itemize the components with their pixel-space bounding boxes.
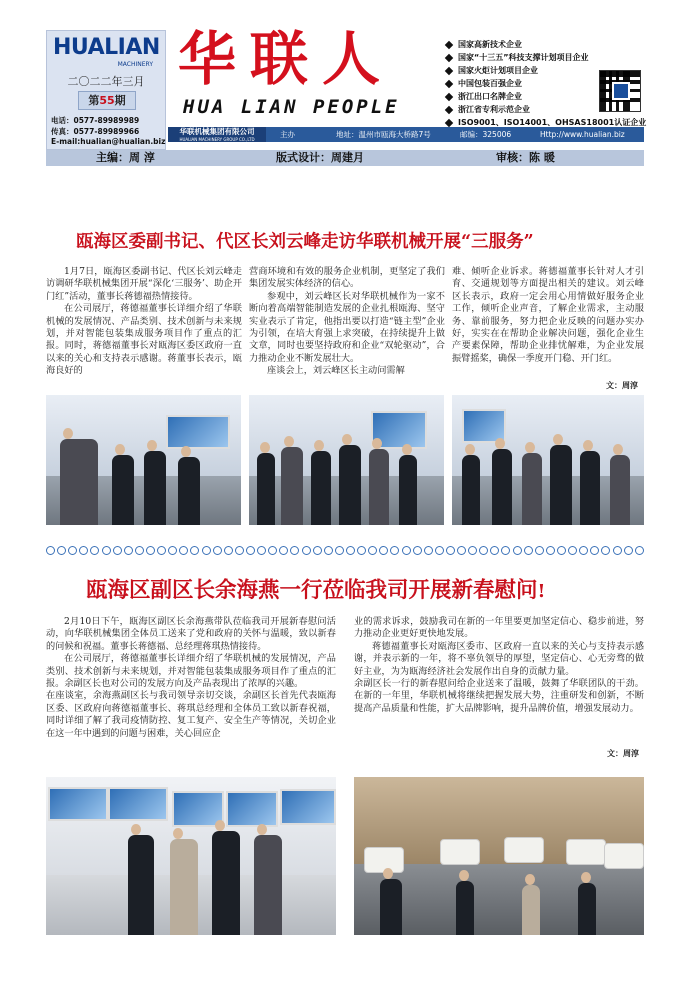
article2-photo-2 bbox=[354, 777, 644, 935]
credential-item: 浙江省专利示范企业 bbox=[446, 103, 646, 116]
company-name: 华联机械集团有限公司 bbox=[179, 127, 255, 136]
paragraph: 余副区长一行的新春慰问给企业送来了温暖，鼓舞了华联团队的干劲。在新的一年里，华联机械将继续把握发展大势，注重研发和创新，不断提高产品质量和性能，扩大品牌影响，提升品牌价值，增强发展动力。 bbox=[354, 678, 644, 714]
ring-divider-icon bbox=[46, 544, 644, 556]
publication-date: 二〇二二年三月 bbox=[67, 75, 145, 88]
diamond-bullet-icon bbox=[445, 66, 453, 74]
paragraph: 蒋德福董事长对瓯海区委市、区政府一直以来的关心与支持表示感谢，并表示新的一年，将不辜负领导的厚望，坚定信心、心无旁骛的做好主业，为为瓯海经济社会发展作出自身的贡献力量。 bbox=[354, 640, 644, 677]
contact-fax: 传真：0577-89989966 bbox=[51, 127, 140, 136]
paragraph: 在公司展厅，蒋德福董事长详细介绍了华联机械的发展情况、产品类别、技术创新与未来规划，并对智能包装集成服务项目作了重点的汇报。同时，蒋德福董事长对瓯海区委区政府一直以来的关心和支持表示感谢。蒋董事长表示，瓯海良好的 bbox=[46, 303, 242, 377]
paragraph: 座谈会上，刘云峰区长主动问需解 bbox=[267, 365, 405, 377]
paragraph: 2月10日下午，瓯海区副区长余海燕带队莅临我司开展新春慰问活动，向华联机械集团全体员工送来了党和政府的关怀与温暖，致以新春的问候和祝福。董事长蒋德福、总经理蒋琪热情接待。 bbox=[46, 616, 336, 652]
qr-code-center bbox=[612, 82, 630, 100]
credential-item: 国家火炬计划项目企业 bbox=[446, 64, 646, 77]
paragraph: 在座谈室，余海燕副区长与我司领导亲切交谈，余副区长首先代表瓯海区委、区政府向蒋德福董事长、蒋琪总经理和全体员工致以新春祝福，同时详细了解了我司疫情防控、复工复产、安全生产等情况，关切企业在这一年中遇到的问题与困难，关心回应企 bbox=[46, 690, 336, 739]
article2-column-2 bbox=[354, 616, 644, 742]
host-label: 主办 bbox=[280, 130, 295, 139]
article1-column-1 bbox=[46, 266, 242, 390]
credential-item: 国家“十三五”科技支撑计划项目企业 bbox=[446, 51, 646, 64]
article1-photo-2 bbox=[249, 395, 444, 525]
paragraph: 在公司展厅，蒋德福董事长详细介绍了华联机械的发展情况，产品类别、技术创新与未来规划，并对智能包装集成服务项目作了重点的汇报。余副区长也对公司的发展方向及产品表现出了浓厚的兴趣。 bbox=[46, 653, 336, 690]
credential-item: 国家高新技术企业 bbox=[446, 38, 646, 51]
article2-author: 文：周淳 bbox=[607, 749, 639, 758]
article1-column-2 bbox=[249, 266, 445, 390]
diamond-bullet-icon bbox=[445, 92, 453, 100]
diamond-bullet-icon bbox=[445, 118, 453, 126]
article2-column-1 bbox=[46, 616, 336, 776]
company-name-en: HUALIAN MACHINERY GROUP CO.,LTD bbox=[179, 137, 255, 142]
credential-item: 中国包装百强企业 bbox=[446, 77, 646, 90]
issue-suffix: 期 bbox=[114, 94, 126, 107]
credential-item: 浙江出口名牌企业 bbox=[446, 90, 646, 103]
article1-photo-3 bbox=[452, 395, 644, 525]
article2-headline-text: 瓯海区副区长余海燕一行莅临我司开展新春慰问 bbox=[86, 578, 538, 603]
newspaper-title-en: HUA LIAN PEOPLE bbox=[183, 96, 400, 118]
editor-bar bbox=[46, 150, 644, 166]
layout-designer: 版式设计：周建月 bbox=[276, 151, 364, 164]
company-website[interactable]: Http://www.hualian.biz bbox=[540, 130, 625, 139]
issue-prefix: 第 bbox=[88, 94, 100, 107]
paragraph: 业的需求诉求，鼓励我司在新的一年里要更加坚定信心、稳步前进，努力推动企业更好更快地发展。 bbox=[354, 616, 644, 640]
article2-photo-1 bbox=[46, 777, 336, 935]
diamond-bullet-icon bbox=[445, 79, 453, 87]
contact-email: E-mail:hualian@hualian.biz bbox=[51, 137, 166, 146]
paragraph: 参观中，刘云峰区长对华联机械作为一家不断向着高端智能制造发展的企业扎根瓯海、坚守实业表示了肯定，他指出要以打造“链主型”企业为引领，在培大育强上求突破，在持续提升上做文章，同时也要坚持政府和企业“双轮驱动”，合力推动企业不断发展壮大。 bbox=[249, 290, 445, 364]
article1-author: 文：周淳 bbox=[606, 381, 638, 390]
newspaper-title: 华联人 bbox=[178, 25, 395, 93]
credential-item: ISO9001、ISO14001、OHSAS18001认证企业 bbox=[446, 116, 646, 129]
article1-headline: 瓯海区委副书记、代区长刘云峰走访华联机械开展“三服务” bbox=[76, 232, 534, 252]
company-name-tag bbox=[168, 127, 266, 142]
paragraph: 营商环境和有效的服务企业机制，更坚定了我们集团发展实体经济的信心。 bbox=[249, 266, 445, 290]
diamond-bullet-icon bbox=[445, 105, 453, 113]
reviewer: 审核：陈 暖 bbox=[496, 151, 555, 164]
issue-number-badge bbox=[78, 91, 136, 110]
article2-headline bbox=[86, 573, 545, 604]
company-logo-sub: MACHINERY bbox=[117, 61, 153, 68]
article2-headline-mark: ! bbox=[537, 581, 546, 602]
company-address: 地址：温州市瓯海大桥路7号 bbox=[336, 130, 431, 139]
diamond-bullet-icon bbox=[445, 40, 453, 48]
diamond-bullet-icon bbox=[445, 53, 453, 61]
article1-photo-1 bbox=[46, 395, 241, 525]
paragraph: 1月7日，瓯海区委副书记、代区长刘云峰走访调研华联机械集团开展“深化‘三服务’、助企开门红”活动，董事长蒋德福热情接待。 bbox=[46, 266, 242, 302]
paragraph: 难、倾听企业诉求。蒋德福董事长针对人才引育、交通规划等方面提出相关的建议。刘云峰区长表示，政府一定会用心用情做好服务企业工作，倾听企业声音，了解企业需求，主动服务、靠前服务，努力把企业反映的问题办实办好，实实在在帮助企业解决问题，强化企业生产要素保障，帮助企业排忧解难，为企业发展振臂摇桨，确保一季度开门稳、开门红。 bbox=[452, 266, 644, 364]
company-logo: HUALIAN bbox=[53, 35, 160, 60]
issue-number: 55 bbox=[99, 94, 115, 107]
company-postcode: 邮编：325006 bbox=[460, 130, 512, 139]
chief-editor: 主编：周 淳 bbox=[96, 151, 155, 164]
contact-phone: 电话：0577-89989989 bbox=[51, 116, 140, 125]
article1-column-3 bbox=[452, 266, 644, 378]
masthead-logo-panel bbox=[46, 30, 166, 150]
